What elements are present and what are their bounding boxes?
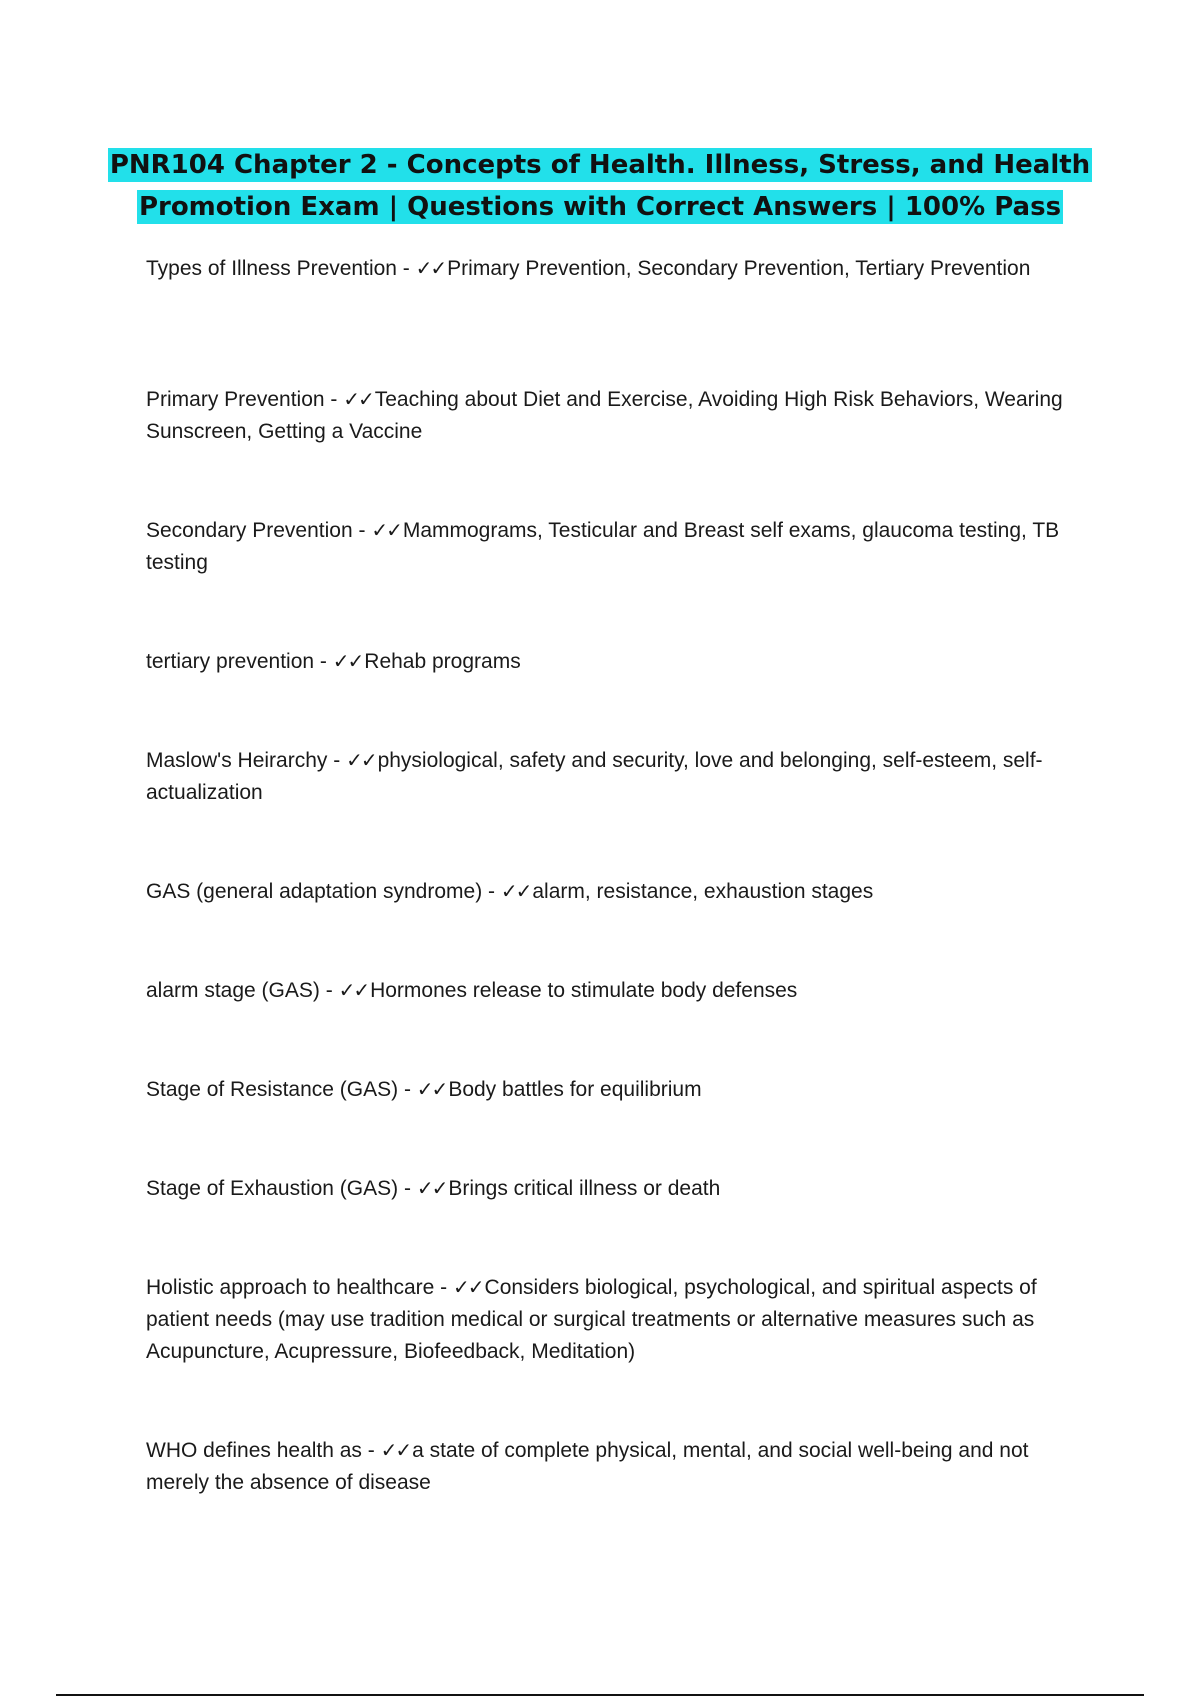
- qa-item: [146, 252, 1066, 285]
- double-check-icon: ✓✓: [416, 1077, 447, 1101]
- qa-item: [146, 514, 1066, 579]
- qa-answer: alarm, resistance, exhaustion stages: [532, 880, 874, 903]
- qa-separator: -: [398, 1177, 417, 1200]
- footer-divider: [56, 1694, 1144, 1696]
- double-check-icon: ✓✓: [415, 256, 446, 280]
- title-line-2: Promotion Exam | Questions with Correct Answers | 100% Pass: [138, 192, 1062, 222]
- qa-separator: -: [319, 979, 339, 1002]
- qa-separator: -: [327, 749, 347, 772]
- qa-separator: -: [434, 1276, 454, 1299]
- qa-term: Maslow's Heirarchy: [146, 749, 328, 772]
- qa-answer: Brings critical illness or death: [448, 1177, 721, 1200]
- qa-item: [146, 875, 1066, 908]
- double-check-icon: ✓✓: [346, 748, 376, 772]
- qa-item: [146, 744, 1066, 809]
- qa-answer: a state of complete physical, mental, and social well-being and not merely the absence of disease: [146, 1439, 1029, 1494]
- qa-term: GAS (general adaptation syndrome): [146, 880, 483, 903]
- qa-term: Types of Illness Prevention: [146, 257, 397, 280]
- qa-item: [146, 1271, 1066, 1368]
- qa-separator: -: [314, 650, 333, 673]
- qa-item: [146, 383, 1066, 448]
- double-check-icon: ✓✓: [338, 978, 369, 1002]
- qa-separator: -: [396, 257, 416, 280]
- qa-term: alarm stage (GAS): [146, 979, 320, 1002]
- qa-answer: Considers biological, psychological, and spiritual aspects of patient needs (may use tradition medical or surgical treatments or alternative measures such as Acupuncture, Acupressure, Biofeedback, Meditation): [146, 1276, 1037, 1363]
- double-check-icon: ✓✓: [380, 1438, 411, 1462]
- qa-item: [146, 1434, 1066, 1499]
- qa-answer: Teaching about Diet and Exercise, Avoiding High Risk Behaviors, Wearing Sunscreen, Getting a Vaccine: [146, 388, 1063, 443]
- qa-answer: Hormones release to stimulate body defenses: [370, 979, 798, 1002]
- double-check-icon: ✓✓: [500, 879, 531, 903]
- title-line-1: PNR104 Chapter 2 - Concepts of Health. Illness, Stress, and Health: [109, 150, 1091, 180]
- double-check-icon: ✓✓: [371, 518, 401, 542]
- qa-answer: Body battles for equilibrium: [448, 1078, 702, 1101]
- qa-separator: -: [361, 1439, 381, 1462]
- qa-answer: Mammograms, Testicular and Breast self exams, glaucoma testing, TB testing: [146, 519, 1060, 574]
- qa-separator: -: [482, 880, 501, 903]
- double-check-icon: ✓✓: [332, 649, 363, 673]
- qa-item: [146, 1073, 1066, 1106]
- document-title: [100, 144, 1100, 228]
- qa-term: Stage of Exhaustion (GAS): [146, 1177, 399, 1200]
- double-check-icon: ✓✓: [343, 387, 373, 411]
- qa-term: WHO defines health as: [146, 1439, 362, 1462]
- double-check-icon: ✓✓: [453, 1275, 483, 1299]
- qa-answer: Rehab programs: [364, 650, 521, 673]
- qa-answer: Primary Prevention, Secondary Prevention, Tertiary Prevention: [447, 257, 1031, 280]
- qa-item: [146, 645, 1066, 678]
- qa-term: Stage of Resistance (GAS): [146, 1078, 399, 1101]
- double-check-icon: ✓✓: [416, 1176, 447, 1200]
- qa-separator: -: [352, 519, 372, 542]
- qa-item: [146, 974, 1066, 1007]
- qa-term: tertiary prevention: [146, 650, 315, 673]
- qa-separator: -: [398, 1078, 417, 1101]
- qa-term: Holistic approach to healthcare: [146, 1276, 435, 1299]
- qa-term: Primary Prevention: [146, 388, 325, 411]
- qa-answer: physiological, safety and security, love and belonging, self-esteem, self-actualization: [146, 749, 1043, 804]
- qa-item: [146, 1172, 1066, 1205]
- qa-term: Secondary Prevention: [146, 519, 353, 542]
- qa-separator: -: [324, 388, 344, 411]
